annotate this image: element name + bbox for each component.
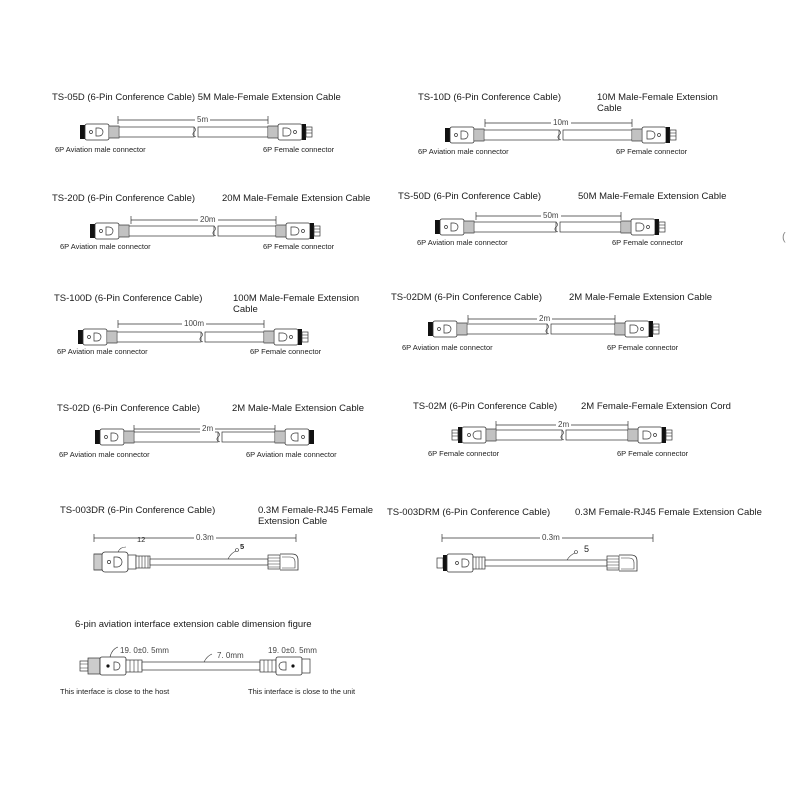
cable-title: TS-02DM (6-Pin Conference Cable)	[391, 292, 543, 303]
dimension-figure-title: 6-pin aviation interface extension cable dimension figure	[75, 619, 312, 630]
cable-diagram-ts-100d	[78, 317, 358, 347]
cable-diagram-ts-02dm	[428, 312, 708, 342]
cable-title: TS-50D (6-Pin Conference Cable)	[398, 191, 542, 202]
left-connector-label: 6P Aviation male connector	[59, 450, 150, 459]
cable-description: 2M Male-Female Extension Cable	[569, 292, 713, 303]
cable-description: 0.3M Female-RJ45 Female Extension Cable	[258, 505, 374, 527]
cable-length: 2m	[539, 314, 551, 323]
cable-description: 10M Male-Female Extension Cable	[597, 92, 718, 114]
host-interface-label: This interface is close to the host	[60, 687, 170, 696]
cable-title: TS-100D (6-Pin Conference Cable)	[54, 293, 203, 304]
right-connector-label: 6P Female connector	[617, 449, 689, 458]
cable-length: 2m	[558, 420, 570, 429]
cable-title: TS-003DRM (6-Pin Conference Cable)	[387, 507, 551, 518]
right-connector-label: 6P Female connector	[612, 238, 684, 247]
cable-length: 50m	[543, 211, 559, 220]
right-connector-label: 6P Female connector	[263, 145, 335, 154]
cable-title: TS-003DR (6-Pin Conference Cable)	[60, 505, 216, 516]
cable-diagram-ts-05d	[80, 112, 360, 142]
right-connector-label: 6P Female connector	[263, 242, 335, 251]
dimension-line	[118, 116, 268, 124]
cable-title: TS-02D (6-Pin Conference Cable)	[57, 403, 201, 414]
cable-length: 100m	[184, 319, 205, 328]
right-connector-label: 6P Aviation male connector	[246, 450, 337, 459]
right-connector-label: 6P Female connector	[250, 347, 322, 356]
cable-length: 0.3m	[196, 533, 214, 542]
cable-length: 0.3m	[542, 533, 560, 542]
cable-length: 5m	[197, 115, 209, 124]
male-connector-icon	[80, 124, 119, 140]
unit-interface-label: This interface is close to the unit	[248, 687, 356, 696]
left-connector-label: 6P Aviation male connector	[57, 347, 148, 356]
callout-number: 5	[584, 544, 590, 554]
cable-diagram-ts-50d	[435, 208, 715, 238]
cable-description: 2M Female-Female Extension Cord	[581, 401, 731, 412]
left-connector-label: 6P Aviation male connector	[55, 145, 146, 154]
cable-length: 20m	[200, 215, 216, 224]
cable-title: TS-20D (6-Pin Conference Cable)	[52, 193, 196, 204]
left-connector-label: 6P Aviation male connector	[418, 147, 509, 156]
cable-title: TS-05D (6-Pin Conference Cable) 5M Male-Female Extension Cable	[52, 92, 341, 103]
right-connector-label: 6P Female connector	[607, 343, 679, 352]
cable-description: 50M Male-Female Extension Cable	[578, 191, 727, 202]
callout-number: 12	[137, 535, 146, 544]
cable-diagram-ts-10d	[445, 115, 725, 145]
cable-title: TS-02M (6-Pin Conference Cable)	[413, 401, 558, 412]
left-connector-label: 6P Aviation male connector	[417, 238, 508, 247]
left-dimension: 19. 0±0. 5mm	[120, 646, 169, 655]
cable-description: 0.3M Female-RJ45 Female Extension Cable	[575, 507, 762, 518]
cable-segment	[119, 127, 194, 137]
right-connector-label: 6P Female connector	[616, 147, 688, 156]
cable-diagram-ts-20d	[90, 212, 370, 242]
cable-length: 10m	[553, 118, 569, 127]
cable-title: TS-10D (6-Pin Conference Cable)	[418, 92, 562, 103]
cable-description: 2M Male-Male Extension Cable	[232, 403, 365, 414]
cable-description: 20M Male-Female Extension Cable	[222, 193, 371, 204]
cable-segment	[198, 127, 268, 137]
cable-description: 100M Male-Female Extension Cable	[233, 293, 360, 315]
cable-diameter: 7. 0mm	[217, 651, 244, 660]
left-connector-label: 6P Aviation male connector	[402, 343, 493, 352]
stray-mark: (	[782, 231, 786, 243]
cable-length: 2m	[202, 424, 214, 433]
left-connector-label: 6P Female connector	[428, 449, 500, 458]
left-connector-label: 6P Aviation male connector	[60, 242, 151, 251]
female-connector-icon	[268, 124, 312, 140]
right-dimension: 19. 0±0. 5mm	[268, 646, 317, 655]
callout-number: 5	[240, 542, 245, 551]
